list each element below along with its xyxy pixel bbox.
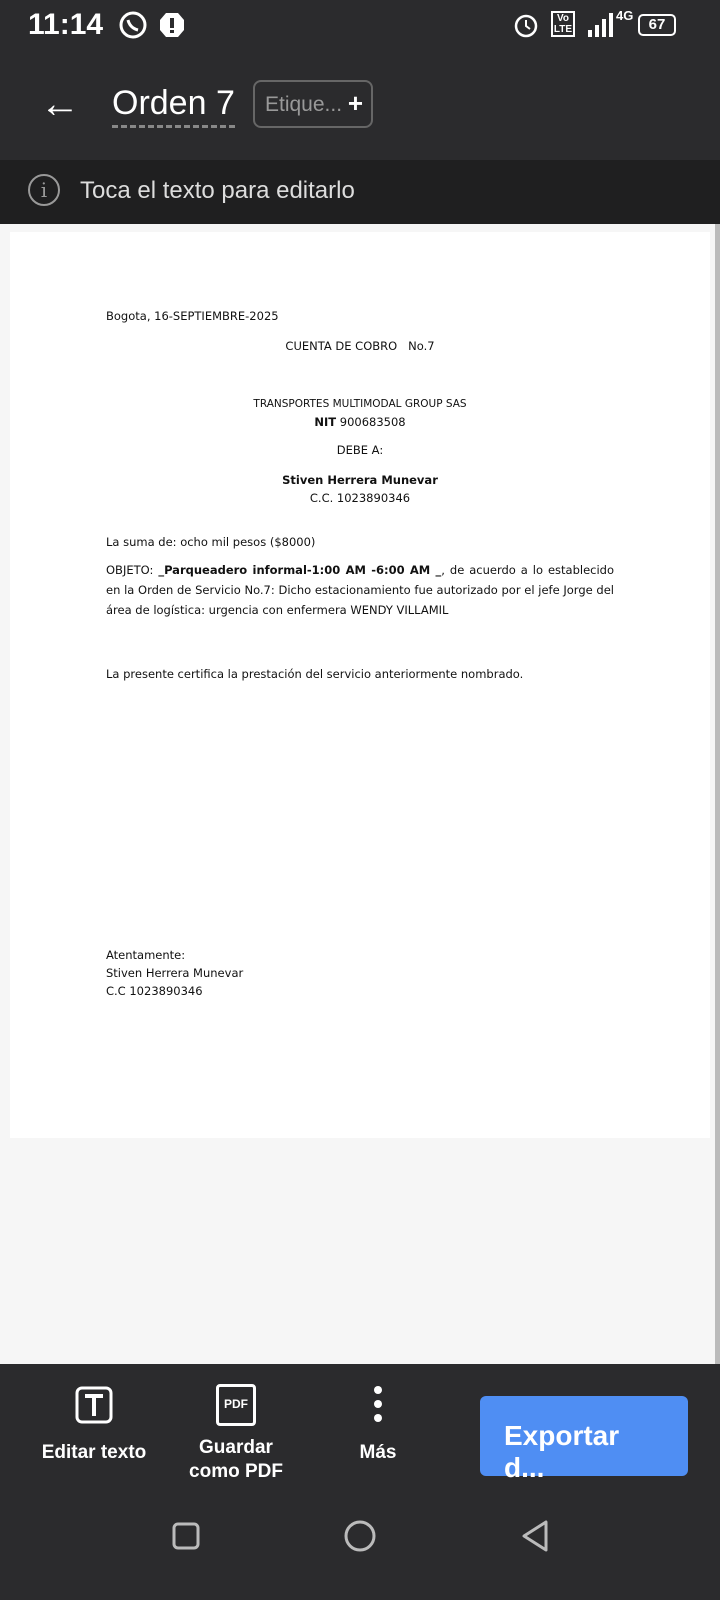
scrollbar[interactable] bbox=[715, 224, 720, 1364]
pdf-icon: PDF bbox=[216, 1384, 256, 1426]
doc-nit[interactable] bbox=[106, 412, 614, 432]
sign-cc: C.C 1023890346 bbox=[106, 984, 203, 998]
objeto-rest: , de acuerdo a lo establecido en la Orden de Servicio No.7: Dicho estacionamiento fue autorizado por el jefe Jorge del área de logística: urgencia con enfermera WENDY VILLAMIL bbox=[106, 563, 614, 617]
document-page[interactable] bbox=[10, 232, 710, 1138]
home-nav-icon[interactable] bbox=[340, 1516, 380, 1556]
export-button[interactable]: Exportar d... bbox=[480, 1396, 688, 1476]
doc-debe[interactable]: DEBE A: bbox=[336, 443, 384, 457]
whatsapp-icon bbox=[118, 10, 148, 40]
doc-company[interactable]: TRANSPORTES MULTIMODAL GROUP SAS bbox=[253, 398, 467, 410]
sign-name: Stiven Herrera Munevar bbox=[106, 966, 244, 980]
more-button[interactable] bbox=[308, 1384, 448, 1464]
app-bar bbox=[0, 52, 720, 160]
doc-date[interactable]: Bogota, 16-SEPTIEMBRE-2025 bbox=[106, 309, 279, 323]
doc-name[interactable]: Stiven Herrera Munevar bbox=[282, 473, 438, 487]
objeto-label: OBJETO: bbox=[106, 563, 159, 577]
doc-suma[interactable]: La suma de: ocho mil pesos ($8000) bbox=[106, 535, 316, 549]
text-edit-icon bbox=[74, 1384, 114, 1426]
alert-icon bbox=[158, 10, 186, 40]
more-vert-icon bbox=[358, 1384, 398, 1426]
status-bar bbox=[0, 0, 720, 52]
nit-label: NIT bbox=[314, 415, 337, 429]
more-label: Más bbox=[359, 1442, 397, 1463]
alarm-icon bbox=[513, 10, 539, 40]
document-title[interactable]: Orden 7 bbox=[112, 84, 235, 128]
atentamente: Atentamente: bbox=[106, 948, 186, 962]
save-pdf-button[interactable] bbox=[166, 1384, 306, 1484]
clock: 11:14 bbox=[28, 8, 104, 41]
doc-certifica[interactable]: La presente certifica la prestación del servicio anteriormente nombrado. bbox=[106, 667, 524, 681]
battery-icon: 67 bbox=[638, 14, 676, 36]
edit-text-label: Editar texto bbox=[41, 1442, 147, 1463]
info-icon: i bbox=[28, 174, 60, 206]
doc-objeto[interactable] bbox=[106, 560, 614, 620]
tag-placeholder: Etique... bbox=[265, 93, 343, 116]
doc-heading[interactable]: CUENTA DE COBRO No.7 bbox=[285, 339, 435, 353]
doc-signature[interactable] bbox=[106, 946, 614, 1000]
add-tag-button[interactable] bbox=[253, 80, 373, 128]
volte-icon: Vo LTE bbox=[551, 11, 575, 37]
nit-value: 900683508 bbox=[336, 415, 406, 429]
info-text: Toca el texto para editarlo bbox=[80, 177, 355, 204]
info-banner bbox=[0, 160, 720, 224]
network-type: 4G bbox=[616, 8, 634, 23]
save-pdf-label: Guardar como PDF bbox=[189, 1437, 283, 1482]
objeto-bold: _Parqueadero informal-1:00 AM -6:00 AM _ bbox=[158, 563, 442, 577]
edit-text-button[interactable] bbox=[24, 1384, 164, 1464]
plus-icon: + bbox=[347, 88, 363, 118]
recents-nav-icon[interactable] bbox=[166, 1516, 206, 1556]
back-arrow-icon[interactable]: ← bbox=[40, 82, 80, 126]
doc-cc[interactable]: C.C. 1023890346 bbox=[309, 491, 411, 505]
bottom-toolbar bbox=[0, 1364, 720, 1600]
back-nav-icon[interactable] bbox=[516, 1516, 556, 1556]
